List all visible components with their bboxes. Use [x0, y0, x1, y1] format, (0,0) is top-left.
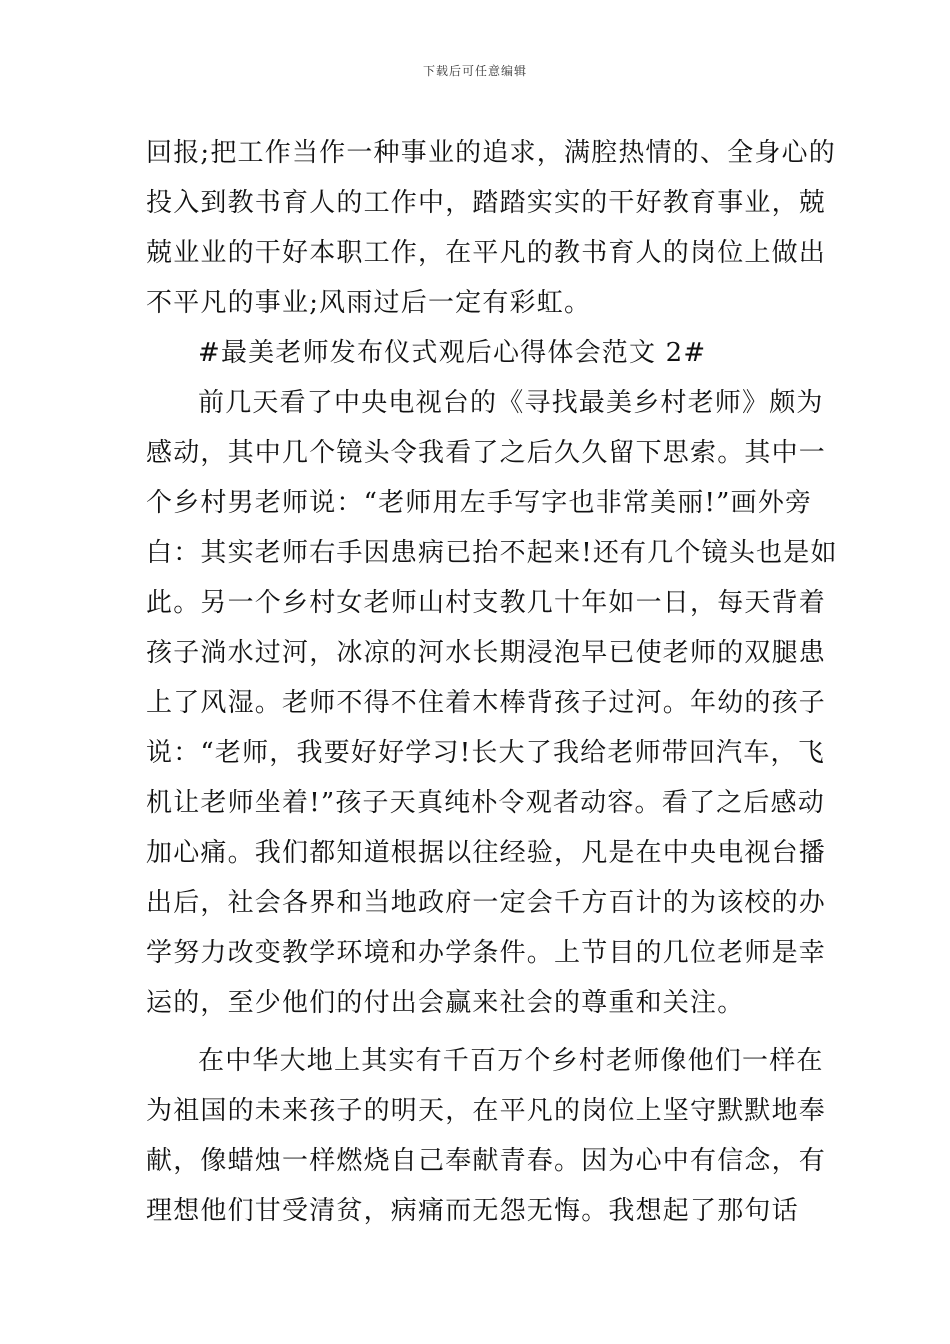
text-line: 说：“老师，我要好好学习!长大了我给老师带回汽车，飞 [146, 738, 825, 768]
text-line: 前几天看了中央电视台的《寻找最美乡村老师》颇为 [198, 388, 824, 418]
text-line: 加心痛。我们都知道根据以往经验，凡是在中央电视台播 [146, 838, 827, 868]
text-line: 孩子淌水过河，冰凉的河水长期浸泡早已使老师的双腿患 [146, 638, 827, 668]
text-line: 理想他们甘受清贫，病痛而无怨无悔。我想起了那句话 [146, 1196, 799, 1226]
paragraph-continuation [146, 128, 836, 328]
paragraph [146, 1036, 827, 1236]
heading-line: #最美老师发布仪式观后心得体会范文 2# [198, 338, 707, 368]
text-line: 运的，至少他们的付出会赢来社会的尊重和关注。 [146, 988, 745, 1018]
page-header: 下载后可任意编辑 [422, 64, 527, 78]
text-line: 上了风湿。老师不得不住着木棒背孩子过河。年幼的孩子 [146, 688, 827, 718]
text-line: 机让老师坐着!”孩子天真纯朴令观者动容。看了之后感动 [146, 788, 825, 818]
document-body [146, 128, 838, 1236]
text-line: 白：其实老师右手因患病已抬不起来!还有几个镜头也是如 [146, 538, 838, 568]
text-line: 在中华大地上其实有千百万个乡村老师像他们一样在 [198, 1046, 824, 1076]
paragraph-spacer [146, 1028, 806, 1036]
text-line: 为祖国的未来孩子的明天，在平凡的岗位上坚守默默地奉 [146, 1096, 827, 1126]
text-line: 此。另一个乡村女老师山村支教几十年如一日，每天背着 [146, 588, 827, 618]
text-line: 个乡村男老师说：“老师用左手写字也非常美丽!”画外旁 [146, 488, 813, 518]
text-line: 出后，社会各界和当地政府一定会千方百计的为该校的办 [146, 888, 827, 918]
text-line: 兢业业的干好本职工作，在平凡的教书育人的岗位上做出 [146, 238, 827, 268]
text-line: 投入到教书育人的工作中，踏踏实实的干好教育事业，兢 [146, 188, 827, 218]
text-line: 学努力改变教学环境和办学条件。上节目的几位老师是幸 [146, 938, 827, 968]
text-line: 感动，其中几个镜头令我看了之后久久留下思索。其中一 [146, 438, 827, 468]
text-line: 不平凡的事业;风雨过后一定有彩虹。 [146, 288, 592, 318]
text-line: 献，像蜡烛一样燃烧自己奉献青春。因为心中有信念，有 [146, 1146, 827, 1176]
paragraph [146, 378, 838, 1028]
section-heading [146, 328, 806, 378]
text-line: 回报;把工作当作一种事业的追求，满腔热情的、全身心的 [146, 138, 836, 168]
